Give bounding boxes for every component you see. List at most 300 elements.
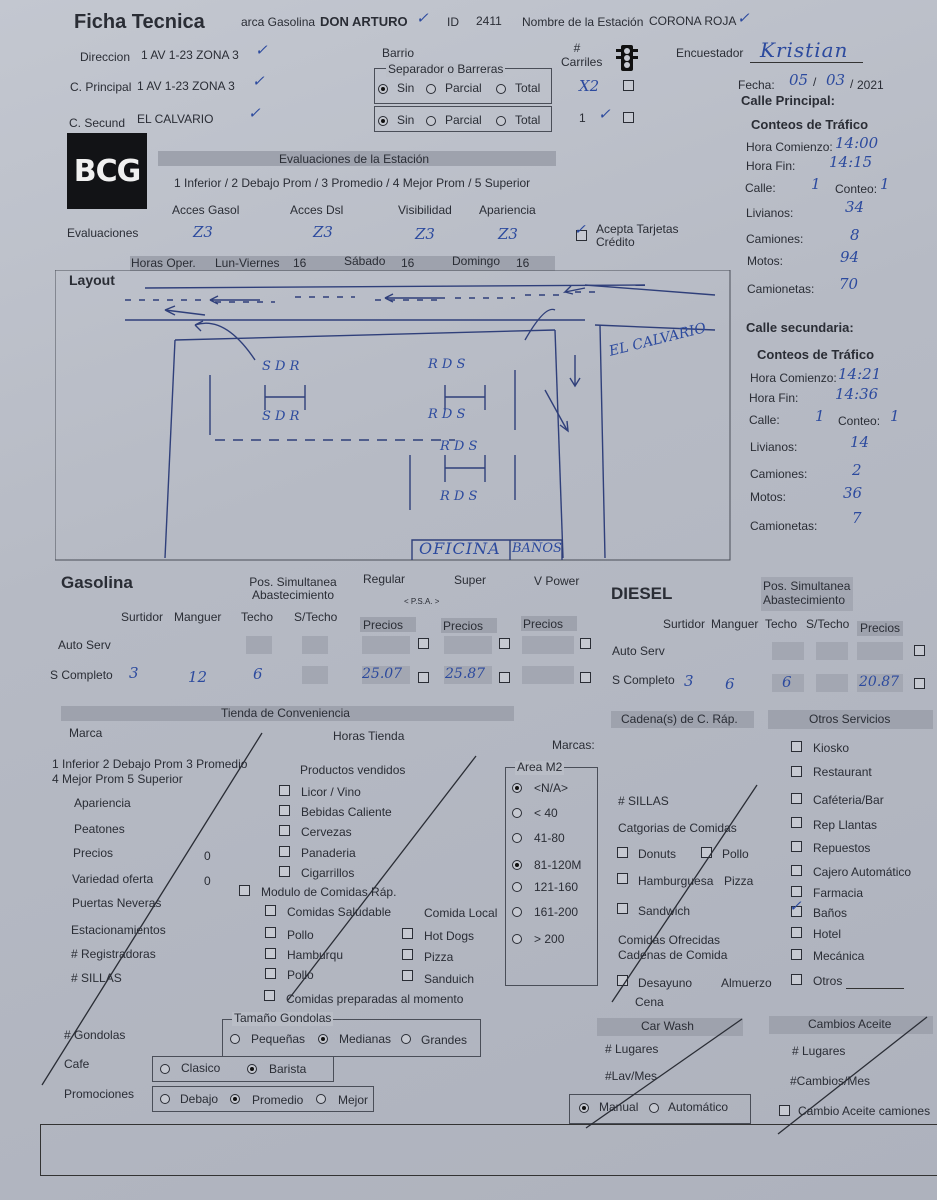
eval-val-2: Z3	[415, 225, 435, 243]
otro-cb-6[interactable]	[791, 886, 802, 897]
p-hf: 14:15	[829, 153, 873, 171]
tienda-row-2: Precios	[73, 846, 114, 860]
otro-cb-9[interactable]	[791, 949, 802, 960]
gas-regular: Regular	[363, 572, 406, 586]
area-1: < 40	[534, 806, 558, 820]
layout-sketch	[55, 270, 735, 570]
area-radio-5[interactable]	[512, 907, 522, 917]
cadena-sillas: # SILLAS	[618, 794, 669, 808]
barrio-label: Barrio	[382, 46, 415, 60]
tienda-row-4: Puertas Neveras	[72, 896, 162, 910]
prod-1: Bebidas Caliente	[301, 805, 392, 819]
eval-row-label: Evaluaciones	[67, 226, 139, 240]
s-livianos: 14	[850, 433, 870, 451]
id-value: 2411	[476, 14, 502, 28]
cell	[816, 674, 848, 692]
cell	[772, 642, 804, 660]
mejor-radio[interactable]	[316, 1094, 326, 1104]
banos-label: BAÑOS	[512, 541, 562, 556]
diesel-col-0: Surtidor	[663, 617, 706, 631]
gra-radio[interactable]	[401, 1034, 411, 1044]
gas-psa: < P.S.A. >	[404, 597, 440, 606]
otro-0: Kiosko	[813, 741, 850, 755]
otro-7: Baños	[813, 906, 848, 920]
lanes-principal: X2	[579, 77, 600, 95]
gas-auto-cb-3[interactable]	[580, 638, 591, 649]
gas-auto-cb-2[interactable]	[499, 638, 510, 649]
check-mark: ✓	[416, 9, 429, 27]
otro-cb-4[interactable]	[791, 841, 802, 852]
barista-radio[interactable]	[247, 1064, 257, 1074]
area-3: 81-120M	[534, 858, 582, 872]
p-camiones: 8	[850, 226, 860, 244]
s-camionetas-label: Camionetas:	[750, 519, 818, 533]
sin-label: Sin	[397, 81, 415, 95]
mejor-label: Mejor	[338, 1093, 369, 1107]
encuestador-value: Kristian	[760, 38, 849, 62]
debajo-label: Debajo	[180, 1092, 219, 1106]
desayuno-label: Desayuno	[638, 976, 693, 990]
p-hf-label: Hora Fin:	[746, 159, 796, 173]
prod-cb-2[interactable]	[279, 825, 290, 836]
traffic-light-icon	[616, 44, 638, 72]
check-mark: ✓	[737, 9, 750, 27]
area-radio-2[interactable]	[512, 833, 522, 843]
prod-2: Cervezas	[301, 825, 352, 839]
tienda-row-1: Peatones	[74, 822, 125, 836]
gra-label: Grandes	[421, 1033, 468, 1047]
otros-title: Otros Servicios	[809, 712, 891, 726]
area-radio-4[interactable]	[512, 882, 522, 892]
otro-2: Caféteria/Bar	[813, 793, 884, 807]
s-camiones: 2	[852, 461, 862, 479]
check-mark: ✓	[252, 72, 265, 90]
aceite-camiones: Cambio Aceite camiones	[798, 1104, 931, 1118]
donuts-label: Donuts	[638, 847, 677, 861]
prod-cb-1[interactable]	[279, 805, 290, 816]
direccion-value: 1 AV 1-23 ZONA 3	[141, 48, 239, 62]
pump-top-left: S D R	[262, 359, 300, 374]
pollo-cb[interactable]	[701, 847, 712, 858]
area-6: > 200	[534, 932, 565, 946]
total-radio-2[interactable]	[496, 116, 506, 126]
check-mark: ✓	[255, 41, 268, 59]
tam-label: Tamaño Gondolas	[234, 1011, 332, 1025]
cafe-box	[152, 1056, 334, 1082]
s-hc: 14:21	[838, 365, 882, 383]
s-hf-label: Hora Fin:	[749, 391, 799, 405]
encuestador-label: Encuestador	[676, 46, 744, 60]
tienda-horas: Horas Tienda	[333, 729, 405, 743]
secundaria-title: Calle secundaria:	[746, 320, 854, 335]
gas-completo: S Completo	[50, 668, 113, 682]
p-livianos: 34	[845, 198, 865, 216]
sandw-cb[interactable]	[617, 903, 628, 914]
local-label: Comida Local	[424, 906, 498, 920]
diesel-surtidor: 3	[684, 672, 694, 690]
eval-val-0: Z3	[193, 223, 213, 241]
cell	[522, 666, 574, 684]
secundaria-subtitle: Conteos de Tráfico	[757, 347, 875, 362]
gas-col-2: Techo	[241, 610, 274, 624]
cell	[302, 666, 328, 684]
area-0: <N/A>	[534, 781, 569, 795]
fecha-month: 03	[826, 71, 846, 89]
cell	[816, 642, 848, 660]
s-conteo-label: Conteo:	[838, 414, 881, 428]
sin-radio-2[interactable]	[378, 116, 388, 126]
manual-label: Manual	[599, 1100, 639, 1114]
station-label: Nombre de la Estación	[522, 15, 644, 29]
modulo-label: Modulo de Comidas Ráp.	[261, 885, 397, 899]
diesel-col-2: Techo	[765, 617, 798, 631]
manual-radio[interactable]	[579, 1103, 589, 1113]
direccion-label: Direccion	[80, 50, 131, 64]
check-mark: ✓	[248, 104, 261, 122]
gondolas-label: # Gondolas	[64, 1028, 126, 1042]
area-title: Area M2	[517, 760, 563, 774]
p-hc: 14:00	[835, 134, 879, 152]
csecund-value: EL CALVARIO	[137, 112, 214, 126]
total-radio[interactable]	[496, 84, 506, 94]
date-sep: /	[813, 75, 817, 89]
automatico-label: Automático	[668, 1100, 729, 1114]
gas-auto: Auto Serv	[58, 638, 111, 652]
diesel-manguer: 6	[725, 675, 735, 693]
gas-comp-cb-3[interactable]	[580, 672, 591, 683]
otro-cb-10[interactable]	[791, 974, 802, 985]
sab-label: Sábado	[344, 254, 386, 268]
check-mark: ✓	[574, 222, 586, 238]
productos-label: Productos vendidos	[300, 763, 406, 777]
local-cb-0[interactable]	[402, 928, 413, 939]
otro-10: Otros	[813, 974, 843, 988]
s-livianos-label: Livianos:	[750, 440, 798, 454]
preparadas-label: Comidas preparadas al momento	[286, 992, 464, 1006]
eval-title: Evaluaciones de la Estación	[279, 152, 430, 166]
check-mark: ✓	[598, 105, 611, 123]
prod-cb-3[interactable]	[279, 846, 290, 857]
pizza-label: Pizza	[724, 874, 754, 888]
carwash-lugares: # Lugares	[605, 1042, 659, 1056]
prod-3: Panaderia	[301, 846, 356, 860]
s-calle: 1	[815, 407, 825, 425]
s-camiones-label: Camiones:	[750, 467, 808, 481]
ofrecidas-1: Comidas Ofrecidas	[618, 933, 721, 947]
layout-title: Layout	[69, 272, 115, 288]
tienda-row-6: # Registradoras	[71, 947, 156, 961]
diesel-auto-cb[interactable]	[914, 645, 925, 656]
pump-top-mid: R D S	[428, 357, 466, 372]
eval-scale: 1 Inferior / 2 Debajo Prom / 3 Promedio / 4 Mejor Prom / 5 Superior	[174, 176, 531, 190]
comida-cb-3[interactable]	[265, 968, 276, 979]
gas-super: Super	[454, 573, 487, 587]
form-title: Ficha Tecnica	[74, 11, 205, 33]
lv-label: Lun-Viernes	[215, 256, 280, 270]
gas-auto-cb-1[interactable]	[418, 638, 429, 649]
lv-value: 16	[293, 256, 307, 270]
area-box	[505, 767, 598, 986]
diesel-title: DIESEL	[611, 584, 673, 603]
separator-title: Separador o Barreras	[388, 62, 504, 76]
lanes-checkbox-1[interactable]	[623, 80, 634, 91]
clasico-radio[interactable]	[160, 1064, 170, 1074]
gas-col-1: Manguer	[174, 610, 222, 624]
bcg-logo: BCG	[67, 133, 147, 209]
total-label: Total	[515, 81, 541, 95]
otro-cb-1[interactable]	[791, 766, 802, 777]
otro-8: Hotel	[813, 927, 842, 941]
gas-col-3: S/Techo	[294, 610, 338, 624]
sin-label-2: Sin	[397, 113, 415, 127]
automatico-radio[interactable]	[649, 1103, 659, 1113]
diesel-auto: Auto Serv	[612, 644, 665, 658]
hours-label: Horas Oper.	[131, 256, 196, 270]
tienda-row-3: Variedad oferta	[72, 872, 154, 886]
aceite-cambios: #Cambios/Mes	[790, 1074, 871, 1088]
preparadas-cb[interactable]	[264, 990, 275, 1001]
comida-3: Pollo	[287, 968, 314, 982]
promedio-radio[interactable]	[230, 1094, 240, 1104]
p-livianos-label: Livianos:	[746, 206, 794, 220]
local-cb-2[interactable]	[402, 970, 413, 981]
cena-label: Cena	[635, 995, 664, 1009]
cell	[362, 636, 410, 654]
cell	[302, 636, 328, 654]
prod-0: Licor / Vino	[301, 785, 361, 799]
date-sep: /	[850, 77, 854, 91]
s-hf: 14:36	[835, 385, 879, 403]
station-value: CORONA ROJA	[649, 14, 737, 28]
variedad-value: 0	[204, 874, 211, 888]
sin-radio[interactable]	[378, 84, 388, 94]
parcial-radio[interactable]	[426, 84, 436, 94]
diesel-precio: 20.87	[859, 674, 900, 690]
tienda-scale-1: 1 Inferior 2 Debajo Prom 3 Promedio	[52, 757, 248, 771]
promos-label: Promociones	[64, 1087, 135, 1101]
eval-col-1: Acces Dsl	[290, 203, 344, 217]
principal-title: Calle Principal:	[741, 93, 835, 108]
total-label-2: Total	[515, 113, 541, 127]
cprincipal-value: 1 AV 1-23 ZONA 3	[137, 79, 235, 93]
cprincipal-label: C. Principal	[70, 80, 132, 94]
local-cb-1[interactable]	[402, 949, 413, 960]
p-motos: 94	[840, 248, 860, 266]
parcial-label-2: Parcial	[445, 113, 482, 127]
gas-p-super: 25.87	[445, 666, 486, 682]
p-conteo: 1	[880, 175, 890, 193]
p-calle-label: Calle:	[745, 181, 776, 195]
p-camiones-label: Camiones:	[746, 232, 804, 246]
area-2: 41-80	[534, 831, 565, 845]
sandw-label: Sandwich	[638, 904, 691, 918]
hamb-cb[interactable]	[617, 873, 628, 884]
office-label: OFICINA	[419, 539, 501, 558]
med-radio[interactable]	[318, 1034, 328, 1044]
otro-4: Repuestos	[813, 841, 871, 855]
diesel-techo: 6	[782, 673, 792, 691]
s-camionetas: 7	[852, 509, 862, 527]
fecha-year: 2021	[857, 78, 884, 92]
p-camionetas-label: Camionetas:	[747, 282, 815, 296]
modulo-cb[interactable]	[239, 885, 250, 896]
ofrecidas-2: Cadenas de Comida	[618, 948, 728, 962]
otro-cb-8[interactable]	[791, 927, 802, 938]
s-calle-label: Calle:	[749, 413, 780, 427]
eval-col-2: Visibilidad	[398, 203, 452, 217]
gas-vpower: V Power	[534, 574, 580, 588]
underline	[750, 62, 863, 63]
otro-5: Cajero Automático	[813, 865, 912, 879]
otro-6: Farmacia	[813, 886, 864, 900]
otro-cb-0[interactable]	[791, 741, 802, 752]
parcial-radio-2[interactable]	[426, 116, 436, 126]
tarjetas-label: Acepta Tarjetas Crédito	[596, 222, 679, 249]
precios-value: 0	[204, 849, 211, 863]
comida-2: Hamburqu	[287, 948, 344, 962]
carwash-title: Car Wash	[641, 1019, 694, 1033]
peq-radio[interactable]	[230, 1034, 240, 1044]
tienda-row-0: Apariencia	[74, 796, 131, 810]
underline	[846, 988, 904, 989]
gas-comp-cb-1[interactable]	[418, 672, 429, 683]
almuerzo-label: Almuerzo	[721, 976, 772, 990]
gas-p-regular: 25.07	[362, 666, 403, 682]
gas-col-0: Surtidor	[121, 610, 164, 624]
pump-top-c: R D S	[440, 439, 478, 454]
aceite-title: Cambios Aceite	[808, 1017, 892, 1031]
notes-area[interactable]	[40, 1124, 937, 1176]
med-label: Medianas	[339, 1032, 392, 1046]
check-mark: ✓	[789, 897, 802, 915]
clasico-label: Clasico	[181, 1061, 221, 1075]
tienda-row-5: Estacionamientos	[71, 923, 166, 937]
otro-3: Rep Llantas	[813, 818, 878, 832]
otro-cb-2[interactable]	[791, 793, 802, 804]
comida-1: Pollo	[287, 928, 314, 942]
gas-precios-1: Precios	[363, 618, 404, 632]
brand-label: arca Gasolina	[241, 15, 316, 29]
tienda-scale-2: 4 Mejor Prom 5 Superior	[52, 772, 183, 786]
gas-pos: Pos. Simultanea Abastecimiento	[249, 575, 337, 603]
area-radio-1[interactable]	[512, 808, 522, 818]
sab-value: 16	[401, 256, 415, 270]
pump-bot-c: R D S	[440, 489, 478, 504]
calvario-label: EL CALVARIO	[607, 320, 708, 360]
aceite-lugares: # Lugares	[792, 1044, 846, 1058]
s-motos-label: Motos:	[750, 490, 787, 504]
local-2: Sanduich	[424, 972, 475, 986]
tienda-title: Tienda de Conveniencia	[221, 706, 350, 720]
barista-label: Barista	[269, 1062, 307, 1076]
dom-label: Domingo	[452, 254, 501, 268]
hamb-label: Hamburguesa	[638, 874, 714, 888]
p-conteo-label: Conteo:	[835, 182, 878, 196]
comida-cb-2[interactable]	[265, 948, 276, 959]
eval-col-0: Acces Gasol	[172, 203, 240, 217]
gas-manguer: 12	[188, 668, 208, 686]
p-camionetas: 70	[839, 275, 859, 293]
carwash-lav: #Lav/Mes	[605, 1069, 658, 1083]
p-hc-label: Hora Comienzo:	[746, 140, 833, 154]
comida-cb-1[interactable]	[265, 927, 276, 938]
s-conteo: 1	[890, 407, 900, 425]
fecha-day: 05	[789, 71, 809, 89]
gas-surtidor: 3	[129, 664, 139, 682]
pump-bot-mid: R D S	[428, 407, 466, 422]
aceite-camiones-cb[interactable]	[779, 1105, 790, 1116]
dom-value: 16	[516, 256, 530, 270]
cafe-label: Cafe	[64, 1057, 90, 1071]
pollo-label: Pollo	[722, 847, 749, 861]
diesel-completo: S Completo	[612, 673, 675, 687]
fecha-label: Fecha:	[738, 78, 775, 92]
lanes-secundaria: 1	[579, 111, 586, 125]
tienda-marca: Marca	[69, 726, 103, 740]
diesel-pos: Pos. Simultanea Abastecimiento	[763, 579, 851, 607]
cadena-cat: Catgorias de Comidas	[618, 821, 737, 835]
tienda-row-7: # SILLAS	[71, 971, 122, 985]
carriles-label: # Carriles	[561, 41, 603, 69]
p-calle: 1	[811, 175, 821, 193]
local-0: Hot Dogs	[424, 929, 475, 943]
gas-precios-3: Precios	[523, 617, 564, 631]
s-motos: 36	[843, 484, 863, 502]
otro-1: Restaurant	[813, 765, 872, 779]
diesel-col-1: Manguer	[711, 617, 759, 631]
p-motos-label: Motos:	[747, 254, 784, 268]
cadena-title: Cadena(s) de C. Ráp.	[621, 712, 738, 726]
peq-label: Pequeñas	[251, 1032, 306, 1046]
cell	[444, 636, 492, 654]
principal-subtitle: Conteos de Tráfico	[751, 117, 869, 132]
promedio-label: Promedio	[252, 1093, 304, 1107]
prod-4: Cigarrillos	[301, 866, 355, 880]
brand-value: DON ARTURO	[320, 14, 408, 29]
area-4: 121-160	[534, 880, 579, 894]
eval-val-3: Z3	[498, 225, 518, 243]
parcial-label: Parcial	[445, 81, 482, 95]
pump-bot-left: S D R	[262, 409, 300, 424]
debajo-radio[interactable]	[160, 1094, 170, 1104]
diesel-col-3: S/Techo	[806, 617, 850, 631]
s-hc-label: Hora Comienzo:	[750, 371, 837, 385]
local-1: Pizza	[424, 950, 454, 964]
otro-cb-3[interactable]	[791, 817, 802, 828]
cell	[522, 636, 574, 654]
area-radio-3[interactable]	[512, 860, 522, 870]
lanes-checkbox-2[interactable]	[623, 112, 634, 123]
tienda-marcas: Marcas:	[552, 738, 595, 752]
prod-cb-0[interactable]	[279, 785, 290, 796]
desayuno-cb[interactable]	[617, 975, 628, 986]
gas-precios-2: Precios	[443, 619, 484, 633]
gas-comp-cb-2[interactable]	[499, 672, 510, 683]
donuts-cb[interactable]	[617, 847, 628, 858]
diesel-precios: Precios	[860, 621, 901, 635]
area-radio-0[interactable]	[512, 783, 522, 793]
area-5: 161-200	[534, 905, 579, 919]
area-radio-6[interactable]	[512, 934, 522, 944]
otro-9: Mecánica	[813, 949, 865, 963]
prod-cb-4[interactable]	[279, 866, 290, 877]
id-label: ID	[447, 15, 459, 29]
eval-col-3: Apariencia	[479, 203, 536, 217]
gas-techo: 6	[253, 665, 263, 683]
otro-cb-5[interactable]	[791, 865, 802, 876]
diesel-comp-cb[interactable]	[914, 678, 925, 689]
comida-cb-0[interactable]	[265, 905, 276, 916]
